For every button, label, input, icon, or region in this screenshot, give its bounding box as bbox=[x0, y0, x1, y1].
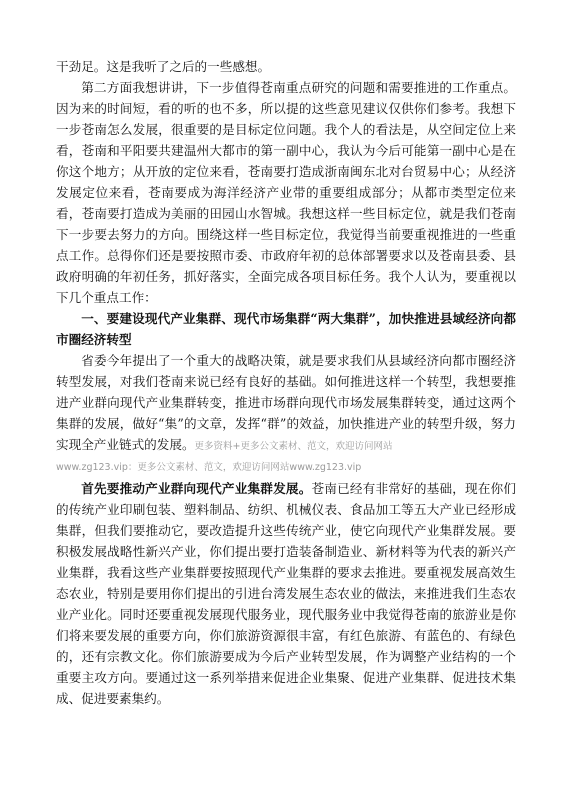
watermark-line: www.zg123.vip：更多公文素材、范文，欢迎访问网站www.zg123.vip bbox=[56, 462, 362, 473]
paragraph-industry-cluster-lead: 首先要推动产业群向现代产业集群发展。 bbox=[81, 481, 312, 496]
paragraph-goal-positioning: 第二方面我想讲讲，下一步值得苍南重点研究的问题和需要推进的工作重点。因为来的时间短，看的听的也不多，所以提的这些意见建议仅供你们参考。我想下一步苍南怎么发展，很重要的是目标定位问题。我个人的看法是，从空间定位上来看，苍南和平阳要共建温州大都市的第一副中心，我认为今后可能第一副中心是在你这个地方；从开放的定位来看，苍南要打造成浙南闽东北对台贸易中心；从经济发展定位来看，苍南要成为海洋经济产业带的重要组成部分；从都市类型定位来看，苍南要打造成为美丽的田园山水智城。我想这样一些目标定位，就是我们苍南下一步要去努力的方向。围绕这样一些目标定位，我觉得当前要重视推进的一些重点工作。总得你们还是要按照市委、市政府年初的总体部署要求以及苍南县委、县政府明确的年初任务，抓好落实，全面完成各项目标任务。我个人认为，要重视以下几个重点工作： bbox=[56, 80, 516, 305]
section-heading-1: 一、要建设现代产业集群、现代市场集群“两大集群”，加快推进县域经济向都市圈经济转型 bbox=[56, 311, 516, 347]
document-page bbox=[56, 56, 516, 709]
paragraph-transformation-text: 省委今年提出了一个重大的战略决策，就是要求我们从县域经济向都市圈经济转型发展，对我们苍南来说已经有良好的基础。如何推进这样一个转型，我想要推进产业群向现代产业集群转变，推进市场群向现代市场发展集群转变，通过这两个集群的发展，做好“集”的文章，发挥“群”的效益，加快推进产业的转型升级，努力实现全产业链式的发展。 bbox=[56, 353, 516, 452]
paragraph-industry-cluster-text: 苍南已经有非常好的基础，现在你们的传统产业印刷包装、塑料制品、纺织、机械仪表、食品加工等五大产业已经形成集群，但我们要推动它，要改造提升这些传统产业，使它向现代产业集群发展。要积极发展战略性新兴产业，你们提出要打造装备制造业、新材料等为代表的新兴产业集群，我看这些产业集群要按照现代产业集群的要求去推进。要重视发展高效生态农业，特别是要用你们提出的引进台湾发展生态农业的做法，来推进我们生态农业产业化。同时还要重视发展现代服务业，现代服务业中我觉得苍南的旅游业是你们将来要发展的重要方向，你们旅游资源很丰富，有红色旅游、有蓝色的、有绿色的，还有宗教文化。你们旅游要成为今后产业转型发展，作为调整产业结构的一个重要主攻方向。要通过这一系列举措来促进企业集聚、促进产业集群、促进技术集成、促进要素集约。 bbox=[56, 481, 517, 706]
paragraph-transformation bbox=[56, 350, 516, 457]
watermark-inline: 更多资料+更多公文素材、范文，欢迎访问网站 bbox=[194, 441, 393, 452]
paragraph-industry-cluster bbox=[56, 478, 516, 709]
paragraph-continuation: 干劲足。这是我听了之后的一些感想。 bbox=[56, 59, 271, 74]
